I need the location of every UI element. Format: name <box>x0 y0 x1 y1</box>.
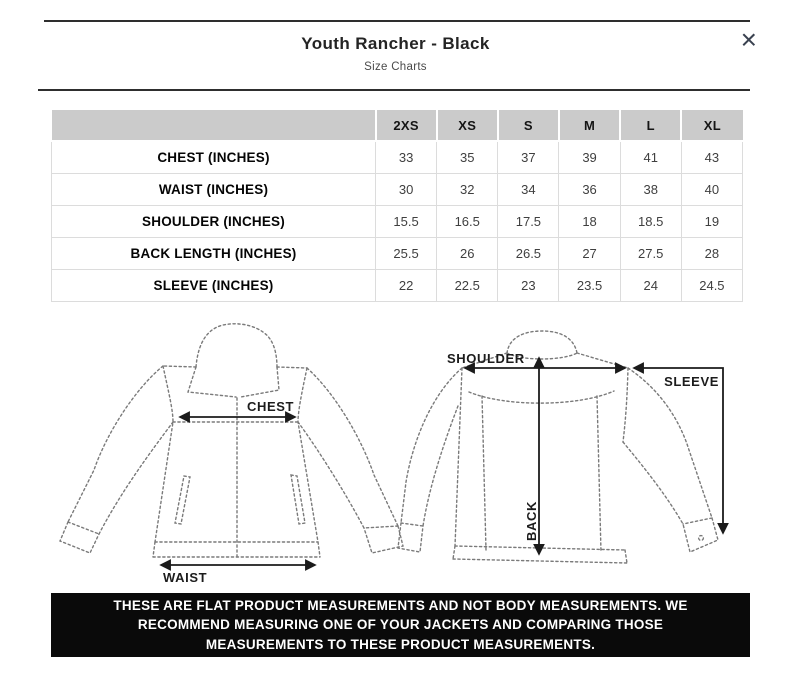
row-label-waist: WAIST (INCHES) <box>52 173 376 205</box>
cell-value: 25.5 <box>376 237 437 269</box>
column-header-xs: XS <box>437 110 498 141</box>
cell-value: 18.5 <box>620 205 681 237</box>
cell-value: 33 <box>376 141 437 173</box>
table-row-waist <box>52 173 743 205</box>
cell-value: 17.5 <box>498 205 559 237</box>
cell-value: 32 <box>437 173 498 205</box>
cell-value: 27.5 <box>620 237 681 269</box>
cell-value: 38 <box>620 173 681 205</box>
back-label: BACK <box>524 501 539 541</box>
cell-value: 23 <box>498 269 559 301</box>
chest-label: CHEST <box>247 399 295 414</box>
banner-line: THESE ARE FLAT PRODUCT MEASUREMENTS AND NOT BODY MEASUREMENTS. WE <box>113 598 688 614</box>
jacket-front-outline <box>60 324 403 557</box>
size-chart-table <box>51 110 743 302</box>
jacket-back-outline <box>398 331 718 563</box>
cell-value: 28 <box>681 237 742 269</box>
cell-value: 34 <box>498 173 559 205</box>
column-header-xl: XL <box>681 110 742 141</box>
shoulder-label: SHOULDER <box>447 351 525 366</box>
column-header-m: M <box>559 110 620 141</box>
cell-value: 36 <box>559 173 620 205</box>
page-title: Youth Rancher - Black <box>301 34 490 53</box>
sleeve-arrow <box>634 368 723 533</box>
cell-value: 23.5 <box>559 269 620 301</box>
row-label-sleeve: SLEEVE (INCHES) <box>52 269 376 301</box>
row-label-back-length: BACK LENGTH (INCHES) <box>52 237 376 269</box>
cell-value: 40 <box>681 173 742 205</box>
cell-value: 26 <box>437 237 498 269</box>
table-row-back-length <box>52 237 743 269</box>
size-header-row <box>52 110 743 141</box>
close-icon: × <box>740 24 757 55</box>
header-top-divider <box>44 20 750 22</box>
close-button[interactable] <box>741 26 757 54</box>
table-row-shoulder <box>52 205 743 237</box>
cell-value: 35 <box>437 141 498 173</box>
row-label-chest: CHEST (INCHES) <box>52 141 376 173</box>
cell-value: 39 <box>559 141 620 173</box>
table-row-sleeve <box>52 269 743 301</box>
table-row-chest <box>52 141 743 173</box>
measurement-diagram <box>0 310 791 595</box>
cell-value: 24.5 <box>681 269 742 301</box>
cell-value: 37 <box>498 141 559 173</box>
column-header-2xs: 2XS <box>376 110 437 141</box>
banner-line: RECOMMEND MEASURING ONE OF YOUR JACKETS AND COMPARING THOSE <box>137 617 664 633</box>
header-bottom-divider <box>38 89 750 91</box>
cell-value: 19 <box>681 205 742 237</box>
banner-line: MEASUREMENTS TO THESE PRODUCT MEASUREMENTS. <box>205 636 596 652</box>
cell-value: 15.5 <box>376 205 437 237</box>
cell-value: 22 <box>376 269 437 301</box>
cell-value: 26.5 <box>498 237 559 269</box>
cell-value: 16.5 <box>437 205 498 237</box>
cell-value: 27 <box>559 237 620 269</box>
measurement-disclaimer-banner <box>51 593 750 657</box>
page-subtitle: Size Charts <box>364 61 427 73</box>
corner-header-cell <box>52 110 376 141</box>
cell-value: 30 <box>376 173 437 205</box>
cell-value: 24 <box>620 269 681 301</box>
cell-value: 22.5 <box>437 269 498 301</box>
column-header-s: S <box>498 110 559 141</box>
cell-value: 41 <box>620 141 681 173</box>
waist-label: WAIST <box>163 570 208 585</box>
column-header-l: L <box>620 110 681 141</box>
cell-value: 18 <box>559 205 620 237</box>
cell-value: 43 <box>681 141 742 173</box>
sleeve-label: SLEEVE <box>664 374 719 389</box>
row-label-shoulder: SHOULDER (INCHES) <box>52 205 376 237</box>
